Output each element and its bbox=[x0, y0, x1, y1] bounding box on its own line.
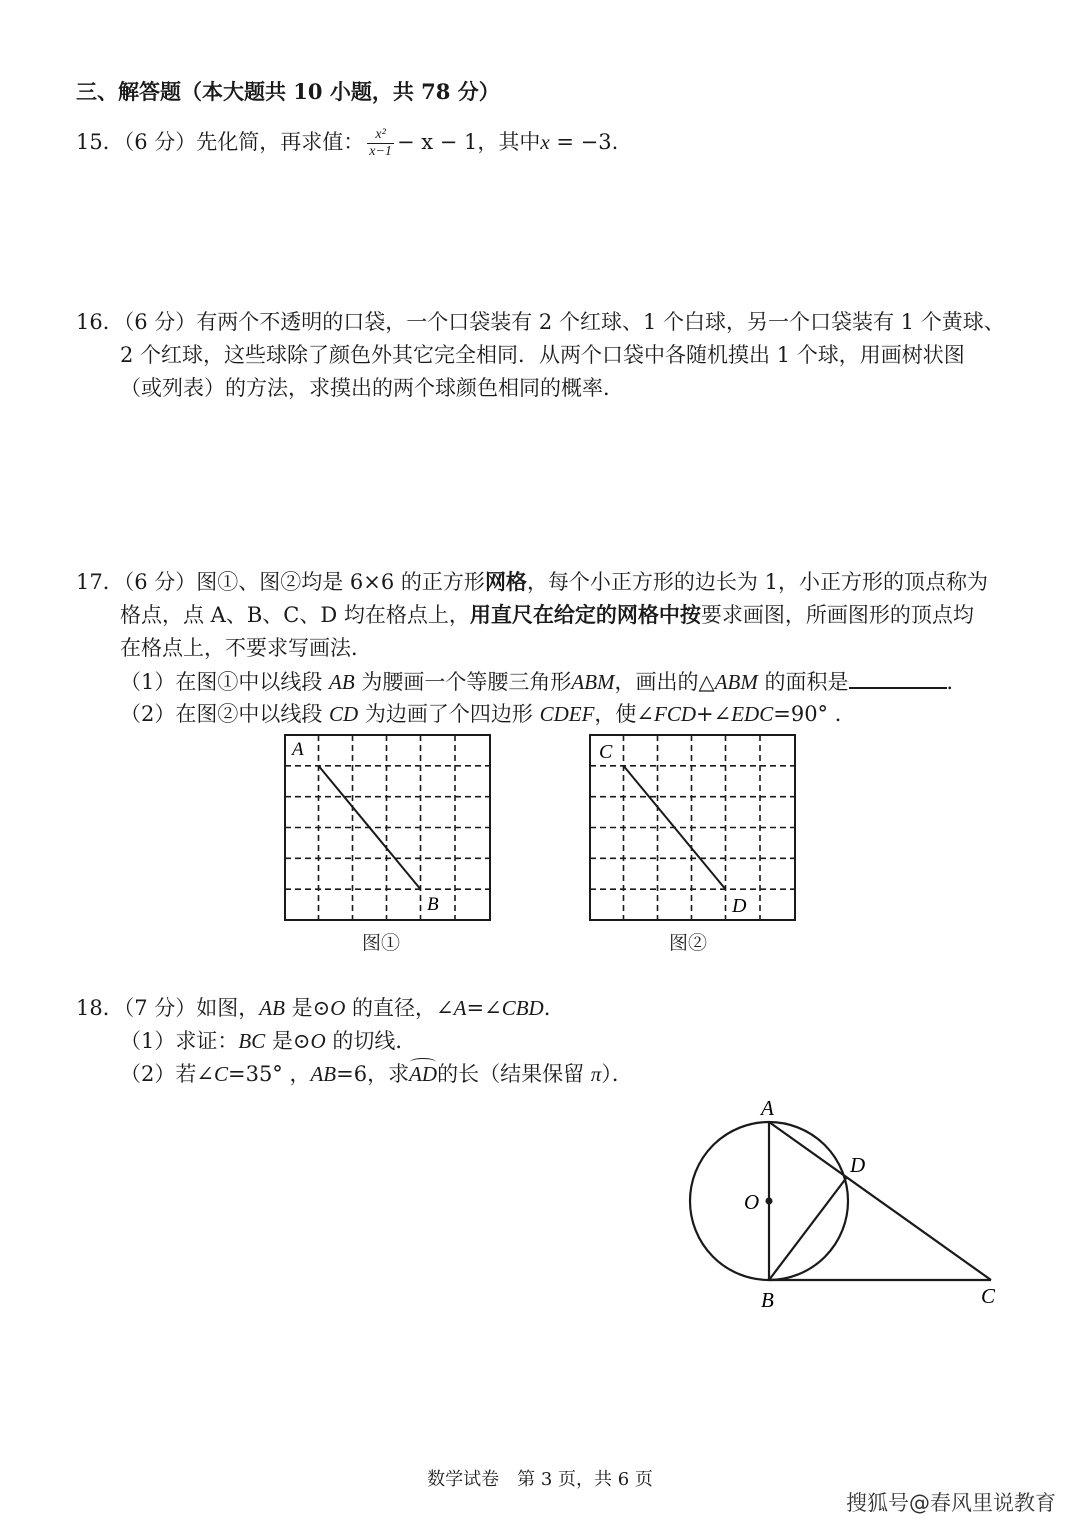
q18-pi: π bbox=[590, 1062, 602, 1086]
q18-p2-ab: AB bbox=[310, 1062, 337, 1086]
label-d: D bbox=[850, 1153, 866, 1177]
q17-part1 bbox=[120, 667, 968, 696]
q18-p2a: （2）若∠ bbox=[120, 1062, 214, 1086]
q17-l2c: 要求画图，所画图形的顶点均 bbox=[700, 603, 974, 627]
point-b-label: B bbox=[427, 894, 439, 915]
q18-l1b: 是⊙ bbox=[284, 996, 331, 1020]
label-b: B bbox=[761, 1288, 774, 1312]
q15-fraction bbox=[367, 127, 394, 160]
q17-p1c: ，画出的△ bbox=[614, 670, 715, 694]
q18-p1a: （1）求证： bbox=[120, 1029, 239, 1053]
q17-l1a: 17．（6 分）图①、图②均是 6×6 的正方形 bbox=[76, 570, 485, 594]
q17-l2b: 用直尺在给定的网格中按 bbox=[469, 602, 701, 627]
q17-l2a: 格点，点 A、B、C、D 均在格点上， bbox=[120, 603, 470, 627]
q17-p2-quad: CDEF bbox=[539, 702, 595, 726]
q18-part1 bbox=[120, 1027, 416, 1055]
label-o: O bbox=[744, 1190, 760, 1214]
chord-bd bbox=[769, 1177, 847, 1280]
q18-p1-o: O bbox=[310, 1029, 326, 1053]
figure-1-caption: 图① bbox=[362, 932, 401, 954]
q18-arc-ad: AD bbox=[409, 1062, 438, 1086]
answer-blank[interactable] bbox=[849, 667, 947, 689]
q18-p2f: ）． bbox=[601, 1062, 633, 1086]
q18-p1c: 的切线． bbox=[325, 1029, 417, 1053]
grid-figure-1 bbox=[280, 728, 500, 928]
q17-part2 bbox=[120, 700, 856, 728]
q17-p2-segment: CD bbox=[329, 702, 359, 726]
q15-numerator: x² bbox=[367, 127, 394, 144]
label-a: A bbox=[761, 1096, 774, 1120]
q18-diameter: AB bbox=[259, 996, 285, 1020]
q17-l1b: 网格 bbox=[484, 569, 527, 594]
q17-line2 bbox=[120, 601, 974, 629]
line-ac bbox=[769, 1122, 991, 1280]
q18-line1 bbox=[76, 994, 550, 1022]
q15-var: x bbox=[540, 130, 550, 154]
label-c: C bbox=[981, 1284, 996, 1308]
figure-2-caption: 图② bbox=[669, 932, 708, 954]
q18-p2e: 的长（结果保留 bbox=[437, 1062, 591, 1086]
q17-p2b: 为边画了个四边形 bbox=[358, 702, 540, 726]
q18-circle-o: O bbox=[330, 996, 346, 1020]
q18-l1c: 的直径，∠ bbox=[345, 996, 454, 1020]
q18-angle-a: A bbox=[453, 996, 467, 1020]
q16-line3: （或列表）的方法，求摸出的两个球颜色相同的概率． bbox=[120, 376, 624, 400]
page-footer: 数学试卷 第 3 页，共 6 页 bbox=[427, 1469, 653, 1490]
q15-rest2: = −3. bbox=[549, 130, 619, 154]
q18-p1-bc: BC bbox=[238, 1029, 266, 1053]
q15-prefix: 15．（6 分）先化简，再求值： bbox=[76, 130, 365, 154]
grid-figure-2 bbox=[585, 728, 805, 928]
q18-p2b: =35° ， bbox=[227, 1062, 311, 1086]
watermark: 搜狐号@春风里说教育 bbox=[846, 1491, 1056, 1515]
q17-p2d: +∠ bbox=[696, 702, 732, 726]
q17-p1a: （1）在图①中以线段 bbox=[120, 670, 330, 694]
q17-p1end: ． bbox=[946, 670, 968, 694]
q17-p1d: 的面积是 bbox=[757, 670, 849, 694]
q16-line2: 2 个红球，这些球除了颜色外其它完全相同．从两个口袋中各随机摸出 1 个球，用画树状图 bbox=[120, 343, 965, 367]
q17-p1-triangle: ABM bbox=[571, 670, 615, 694]
q17-l1c: ，每个小正方形的边长为 1，小正方形的顶点称为 bbox=[526, 570, 988, 594]
q18-p2-c: C bbox=[213, 1062, 228, 1086]
q17-p1-segment: AB bbox=[329, 670, 355, 694]
q17-line1 bbox=[76, 568, 988, 596]
q15-rest1: − x − 1，其中 bbox=[396, 130, 541, 154]
q18-l1d: =∠ bbox=[466, 996, 502, 1020]
q17-p1-triangle2: ABM bbox=[714, 670, 758, 694]
center-point bbox=[766, 1198, 773, 1205]
q15-denominator: x−1 bbox=[369, 144, 392, 159]
q17-p2e: =90° ． bbox=[773, 702, 856, 726]
q17-line3: 在格点上，不要求写画法． bbox=[120, 636, 372, 660]
q17-p1b: 为腰画一个等腰三角形 bbox=[354, 670, 572, 694]
q18-l1e: . bbox=[543, 996, 551, 1020]
question-15 bbox=[76, 126, 618, 160]
q16-line1: 16．（6 分）有两个不透明的口袋，一个口袋装有 2 个红球、1 个白球，另一个口袋装有 1 个黄球、 bbox=[76, 310, 1005, 334]
q17-p2c: ，使∠ bbox=[594, 702, 655, 726]
q18-p1b: 是⊙ bbox=[265, 1029, 311, 1053]
q17-p2a: （2）在图②中以线段 bbox=[120, 702, 330, 726]
point-c-label: C bbox=[599, 741, 613, 763]
q18-l1a: 18．（7 分）如图， bbox=[76, 996, 260, 1020]
point-a-label: A bbox=[292, 739, 304, 760]
section-title: 三、解答题（本大题共 10 小题，共 78 分） bbox=[76, 79, 500, 104]
q17-p2-angle2: EDC bbox=[731, 702, 774, 726]
point-d-label: D bbox=[732, 895, 747, 917]
q18-part2 bbox=[120, 1060, 633, 1088]
q18-p2d: =6，求 bbox=[336, 1062, 410, 1086]
circle-diagram bbox=[670, 1090, 1010, 1330]
q17-p2-angle1: FCD bbox=[654, 702, 697, 726]
q18-angle-cbd: CBD bbox=[501, 996, 544, 1020]
